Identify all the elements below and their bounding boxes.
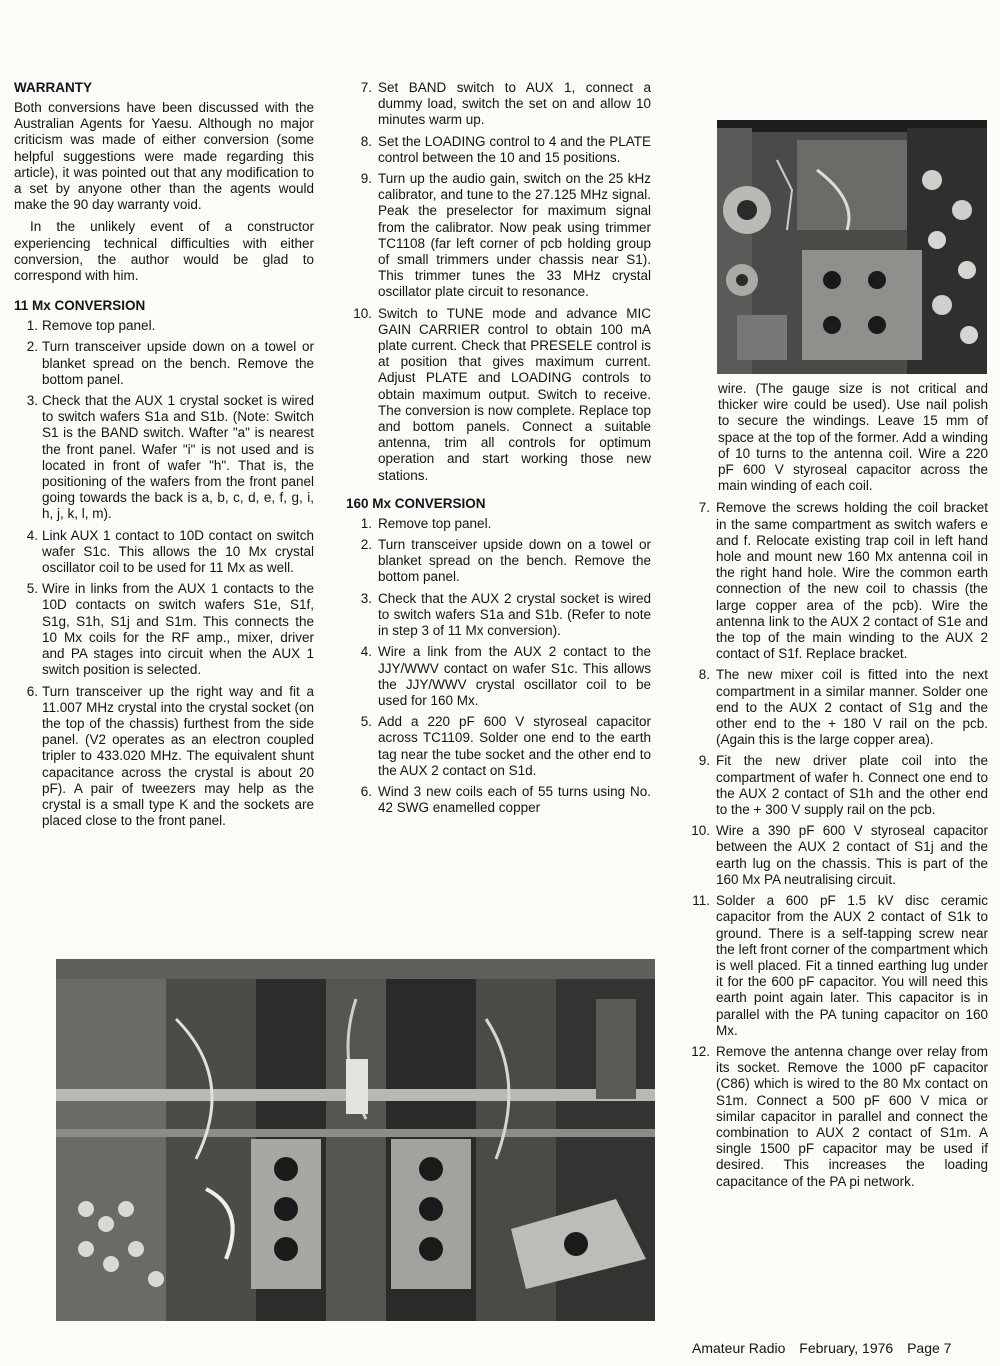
step-text: Turn transceiver upside down on a towel or blanket spread on the bench. Remove the bottom panel. (378, 537, 651, 585)
step-text: The new mixer coil is fitted into the next compartment in a similar manner. Solder one end to the AUX 2 contact of S1g and the other end to the + 180 V rail on the pcb. (Again this is the large copper area). (716, 667, 988, 748)
chassis-top-illustration (717, 120, 987, 374)
step-number: 1. (26, 318, 38, 334)
publication-date: February, 1976 (799, 1340, 894, 1356)
step-number: 4. (26, 527, 38, 543)
chassis-underside-illustration (56, 959, 655, 1321)
step-number: 9. (698, 753, 710, 769)
step-text: Remove top panel. (42, 318, 156, 334)
warranty-paragraph-2: In the unlikely event of a constructor experiencing technical difficulties with either conversion, the author would be glad to correspond with him. (14, 219, 314, 284)
step-number: 11. (692, 893, 710, 909)
step-item (14, 339, 314, 388)
step-text: Remove the screws holding the coil bracket in the same compartment as switch wafers e and f. Relocate existing trap coil in left hand hole and mount new 160 Mx antenna coil in the right hand hole. Wire the common earth connection of the new coil to chassis (the large copper area of the pcb). Wire the antenna link to the AUX 2 contact of S1e and the top of the main winding to the AUX 2 contact of S1f. Replace bracket. (716, 500, 988, 662)
step-text: Switch to TUNE mode and advance MIC GAIN CARRIER control to obtain 100 mA plate current. Check that PRESELE control is at position that gives maximum current. Adjust PLATE and LOADING controls to obtain maximum output. Switch to receive. The conversion is now complete. Replace top and bottom panels. Connect a suitable antenna, trim all controls for optimum operation and start working those new stations. (378, 305, 651, 483)
step-item (346, 784, 651, 816)
step-item (14, 393, 314, 523)
step-text: Fit the new driver plate coil into the compartment of wafer h. Connect one end to the AUX 2 contact of S1h and the other end to the + 300 V supply rail on the pcb. (716, 753, 988, 818)
conversion-11mx-steps-continued (346, 80, 651, 484)
left-column (14, 80, 314, 834)
step-number: 2. (360, 537, 372, 553)
step-text: Wire in links from the AUX 1 contacts to the 10D contacts on switch wafers S1e, S1f, S1g, S1h, S1j and S1m. This connects the 10 Mx coils for the RF amp., mixer, driver and PA stages into circuit when the AUX 1 switch position is selected. (42, 581, 314, 678)
step-number: 8. (698, 667, 710, 683)
step-text: Set BAND switch to AUX 1, connect a dummy load, switch the set on and allow 10 minutes warm up. (378, 80, 651, 128)
publication-name: Amateur Radio (692, 1340, 786, 1356)
conversion-160mx-steps (346, 516, 651, 816)
step-item (14, 684, 314, 830)
step-item (346, 537, 651, 586)
step-item (684, 667, 988, 748)
step-text: Turn transceiver upside down on a towel or blanket spread on the bench. Remove the bottom panel. (42, 339, 314, 387)
step-item (684, 823, 988, 888)
step-text: Wire a 390 pF 600 V styroseal capacitor between the AUX 2 contact of S1j and the earth lug on the chassis. This is part of the 160 Mx PA neutralising circuit. (716, 823, 988, 887)
step-item (346, 306, 651, 484)
step-item (346, 591, 651, 640)
step-item (684, 753, 988, 818)
step-number: 7. (360, 80, 372, 95)
step-text: Solder a 600 pF 1.5 kV disc ceramic capacitor from the AUX 2 contact of S1k to ground. There is a self-tapping screw near the left front corner of the compartment which is well placed. Fit a tinned earthing lug under it for the 600 pF capacitor. You will need this earth point again later. This capacitor is in parallel with the PA tuning capacitor on 160 Mx. (716, 893, 988, 1038)
conversion-11mx-steps (14, 318, 314, 829)
step-number: 4. (360, 644, 372, 660)
page-footer (692, 1340, 961, 1356)
coil-winding-continued: wire. (The gauge size is not critical and thicker wire could be used). Use nail polish to secure the windings. Leave 15 mm of space at the top of the former. Add a winding of 10 turns to the antenna coil. Wire a 220 pF 600 V styroseal capacitor across the main winding of each coil. (718, 381, 988, 494)
step-text: Wire a link from the AUX 2 contact to the JJY/WWV contact on wafer S1c. This allows the JJY/WWV crystal oscillator coil to be used for 160 Mx. (378, 644, 651, 708)
step-text: Link AUX 1 contact to 10D contact on switch wafer S1c. This allows the 10 Mx crystal oscillator coil to be used for 11 Mx as well. (42, 527, 314, 576)
step-number: 9. (360, 171, 372, 187)
step-item (346, 171, 651, 301)
step-item (14, 528, 314, 577)
step-text: Set the LOADING control to 4 and the PLATE control between the 10 and 15 positions. (378, 133, 651, 165)
conversion-160mx-heading: 160 Mx CONVERSION (346, 495, 486, 511)
step-item (14, 581, 314, 678)
step-item (684, 1044, 988, 1190)
step-text: Check that the AUX 1 crystal socket is wired to switch wafers S1a and S1b. (Note: Switch S1 is the BAND switch. Wafter "a" is nearest the front panel. Wafer "i" is not used and is located in front of wafer "h". That is, the positioning of the wafers from the front panel going towards the back is a, b, c, d, e, f, g, i, h, j, k, l, m). (42, 393, 314, 522)
step-number: 3. (360, 590, 372, 606)
step-text: Remove top panel. (378, 515, 492, 531)
step-item (14, 318, 314, 334)
step-item (684, 500, 988, 662)
step-text: Turn up the audio gain, switch on the 25 kHz calibrator, and tune to the 27.125 MHz signal. Peak the preselector for maximum signal from the calibrator. Now peak using trimmer TC1108 (far left corner of pcb holding group of small trimmers under chassis near S1). This trimmer tunes the 33 MHz crystal oscillator plate circuit to resonance. (378, 171, 651, 300)
step-number: 1. (360, 515, 372, 531)
step-number: 6. (26, 683, 38, 699)
step-item (346, 80, 651, 129)
conversion-160mx-steps-continued (684, 500, 988, 1189)
warranty-paragraph-1: Both conversions have been discussed with the Australian Agents for Yaesu. Although no major criticism was made of either conversion (some helpful suggestions were made regarding this article), it was pointed out that any modification to a set by anyone other than the agents would make the 90 day warranty void. (14, 100, 314, 213)
step-number: 6. (360, 783, 372, 799)
step-number: 8. (360, 133, 372, 149)
step-number: 3. (26, 393, 38, 409)
step-number: 5. (26, 581, 38, 597)
step-item (346, 516, 651, 532)
step-item (346, 644, 651, 709)
conversion-11mx-heading: 11 Mx CONVERSION (14, 298, 146, 314)
step-number: 2. (26, 339, 38, 355)
middle-column (346, 80, 651, 821)
page-number: Page 7 (907, 1340, 952, 1356)
chassis-underside-photo (56, 959, 655, 1321)
step-number: 12. (691, 1043, 710, 1059)
step-item (346, 134, 651, 166)
step-text: Turn transceiver up the right way and fit a 11.007 MHz crystal into the crystal socket (on the top of the chassis) furthest from the side panel. (V2 operates as an electron coupled tripler to 433.020 MHz. The equivalent shunt capacitance across the crystal is about 20 pF). A pair of tweezers may help as the crystal is a small type K and the sockets are placed close to the front panel. (42, 683, 314, 829)
step-text: Check that the AUX 2 crystal socket is wired to switch wafers S1a and S1b. (Refer to note in step 3 of 11 Mx conversion). (378, 590, 651, 639)
warranty-heading: WARRANTY (14, 80, 92, 95)
chassis-top-photo (717, 120, 987, 374)
right-column (684, 381, 988, 1195)
step-number: 10. (691, 823, 710, 839)
step-number: 7. (698, 500, 710, 516)
step-number: 10. (353, 305, 372, 321)
step-text: Add a 220 pF 600 V styroseal capacitor across TC1109. Solder one end to the earth tag near the tube socket and the other end to the AUX 2 contact on S1d. (378, 714, 651, 778)
step-item (684, 893, 988, 1039)
step-number: 5. (360, 714, 372, 730)
step-text: Wind 3 new coils each of 55 turns using No. 42 SWG enamelled copper (378, 783, 651, 816)
step-text: Remove the antenna change over relay from its socket. Remove the 1000 pF capacitor (C86) which is wired to the 80 Mx contact on S1m. Connect a 500 pF 600 V mica or similar capacitor in parallel and connect the combination to AUX 2 contact of S1m. A single 1500 pF capacitor may be used if desired. This increases the loading capacitance of the PA pi network. (716, 1043, 988, 1189)
step-item (346, 714, 651, 779)
